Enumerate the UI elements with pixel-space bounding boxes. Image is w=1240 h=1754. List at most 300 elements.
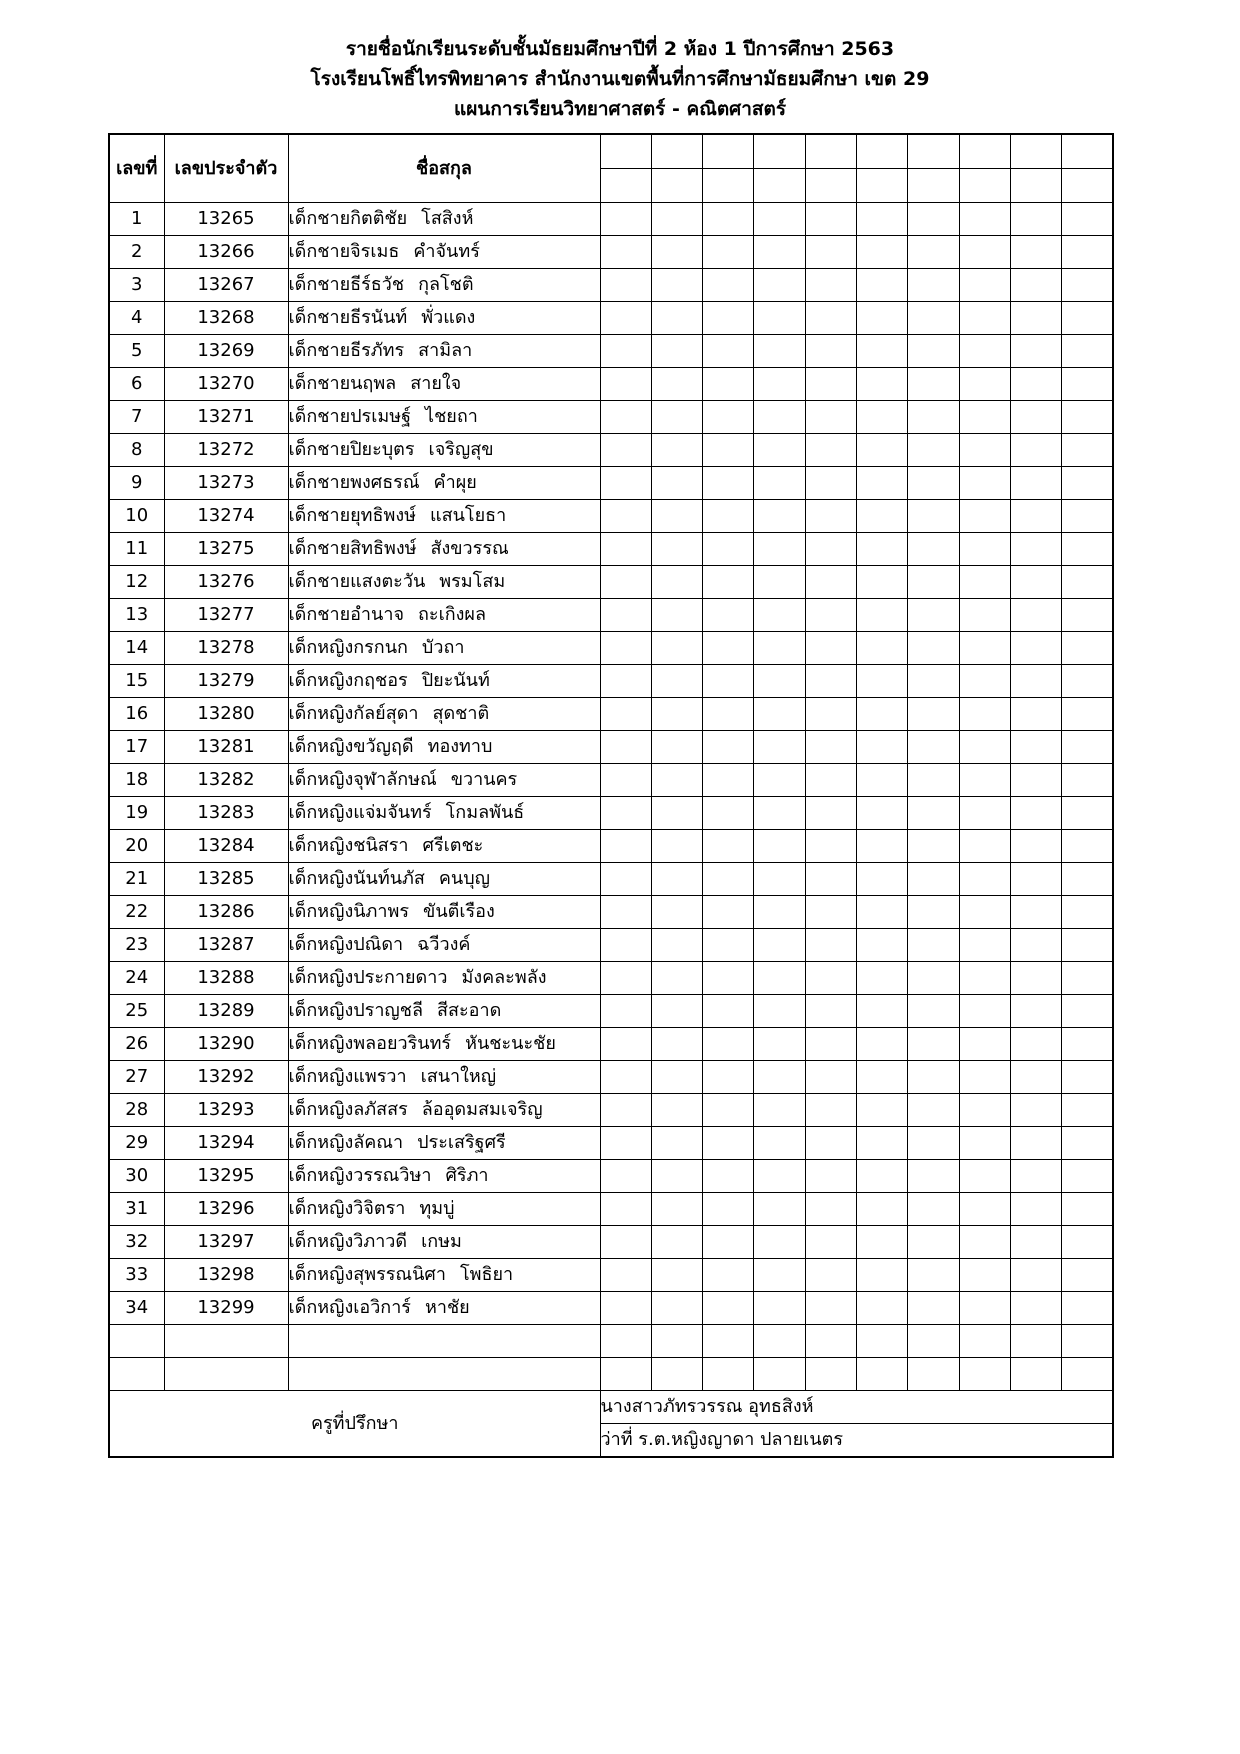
blank-mark-cell: [651, 467, 702, 500]
blank-mark-cell: [805, 1193, 856, 1226]
student-last-name: หาชัย: [424, 1297, 470, 1318]
student-id: 13288: [164, 962, 288, 995]
student-number: 2: [109, 236, 164, 269]
blank-mark-cell: [805, 764, 856, 797]
blank-mark-cell: [651, 731, 702, 764]
blank-mark-cell: [651, 236, 702, 269]
student-first-name: เด็กชายอำนาจ: [288, 604, 404, 625]
student-last-name: ถะเกิงผล: [418, 604, 486, 625]
blank-mark-cell: [1062, 698, 1113, 731]
blank-mark-cell: [703, 698, 754, 731]
student-id: 13279: [164, 665, 288, 698]
blank-header-cell: [651, 169, 702, 203]
student-name: [288, 1061, 600, 1094]
blank-mark-cell: [754, 665, 805, 698]
blank-mark-cell: [959, 434, 1010, 467]
blank-mark-cell: [754, 830, 805, 863]
blank-mark-cell: [703, 599, 754, 632]
blank-mark-cell: [908, 1226, 959, 1259]
student-number: 10: [109, 500, 164, 533]
blank-mark-cell: [856, 962, 907, 995]
blank-header-cell: [908, 134, 959, 169]
blank-mark-cell: [754, 1358, 805, 1391]
blank-mark-cell: [908, 929, 959, 962]
blank-mark-cell: [856, 1160, 907, 1193]
student-id: 13296: [164, 1193, 288, 1226]
student-first-name: เด็กหญิงขวัญฤดี: [288, 736, 414, 757]
student-name: [288, 335, 600, 368]
blank-mark-cell: [754, 1226, 805, 1259]
blank-mark-cell: [754, 236, 805, 269]
blank-mark-cell: [754, 1061, 805, 1094]
blank-mark-cell: [1062, 1094, 1113, 1127]
blank-mark-cell: [959, 335, 1010, 368]
table-row: [109, 434, 1113, 467]
blank-mark-cell: [1062, 995, 1113, 1028]
blank-header-cell: [754, 134, 805, 169]
student-id: 13287: [164, 929, 288, 962]
student-name: [288, 203, 600, 236]
blank-mark-cell: [109, 1325, 164, 1358]
blank-mark-cell: [600, 962, 651, 995]
blank-mark-cell: [754, 368, 805, 401]
student-last-name: หันชะนะชัย: [465, 1033, 556, 1054]
student-first-name: เด็กชายสิทธิพงษ์: [288, 538, 417, 559]
blank-mark-cell: [959, 1292, 1010, 1325]
blank-mark-cell: [703, 1127, 754, 1160]
student-id: 13284: [164, 830, 288, 863]
blank-mark-cell: [908, 1094, 959, 1127]
blank-mark-cell: [600, 335, 651, 368]
table-row: [109, 929, 1113, 962]
blank-mark-cell: [651, 1061, 702, 1094]
student-number: 14: [109, 632, 164, 665]
blank-mark-cell: [600, 764, 651, 797]
student-name: [288, 698, 600, 731]
student-number: 6: [109, 368, 164, 401]
student-number: 23: [109, 929, 164, 962]
blank-mark-cell: [651, 1160, 702, 1193]
student-first-name: เด็กชายปิยะบุตร: [288, 439, 415, 460]
column-header-name: ชื่อสกุล: [288, 134, 600, 203]
blank-mark-cell: [703, 1358, 754, 1391]
blank-mark-cell: [1010, 995, 1061, 1028]
blank-mark-cell: [805, 434, 856, 467]
blank-mark-cell: [703, 929, 754, 962]
blank-mark-cell: [754, 401, 805, 434]
student-name: [288, 302, 600, 335]
blank-mark-cell: [856, 434, 907, 467]
blank-header-cell: [600, 169, 651, 203]
student-id: 13289: [164, 995, 288, 1028]
blank-mark-cell: [959, 269, 1010, 302]
student-number: 21: [109, 863, 164, 896]
blank-mark-cell: [651, 698, 702, 731]
table-row: [109, 797, 1113, 830]
blank-mark-cell: [805, 1259, 856, 1292]
blank-mark-cell: [703, 1259, 754, 1292]
blank-mark-cell: [703, 764, 754, 797]
blank-mark-cell: [651, 929, 702, 962]
blank-mark-cell: [754, 566, 805, 599]
student-last-name: โสสิงห์: [421, 208, 474, 229]
student-number: 13: [109, 599, 164, 632]
student-name: [288, 434, 600, 467]
blank-mark-cell: [600, 1094, 651, 1127]
blank-mark-cell: [600, 269, 651, 302]
blank-mark-cell: [754, 764, 805, 797]
blank-mark-cell: [754, 863, 805, 896]
table-row: [109, 500, 1113, 533]
student-last-name: ขวานคร: [450, 769, 518, 790]
blank-mark-cell: [651, 632, 702, 665]
blank-mark-cell: [856, 632, 907, 665]
blank-mark-cell: [1010, 566, 1061, 599]
blank-header-cell: [805, 134, 856, 169]
student-number: 29: [109, 1127, 164, 1160]
student-last-name: โพธิยา: [459, 1264, 514, 1285]
blank-mark-cell: [703, 302, 754, 335]
student-number: 4: [109, 302, 164, 335]
student-id: 13282: [164, 764, 288, 797]
blank-mark-cell: [703, 1160, 754, 1193]
blank-mark-cell: [651, 1292, 702, 1325]
student-id: 13297: [164, 1226, 288, 1259]
blank-mark-cell: [908, 269, 959, 302]
blank-mark-cell: [651, 533, 702, 566]
blank-mark-cell: [856, 731, 907, 764]
blank-mark-cell: [754, 203, 805, 236]
blank-mark-cell: [754, 467, 805, 500]
blank-mark-cell: [1010, 863, 1061, 896]
blank-mark-cell: [754, 269, 805, 302]
student-id: 13266: [164, 236, 288, 269]
blank-mark-cell: [805, 335, 856, 368]
blank-header-cell: [856, 169, 907, 203]
student-last-name: แสนโยธา: [430, 505, 507, 526]
student-last-name: สีสะอาด: [437, 1000, 502, 1021]
blank-mark-cell: [856, 896, 907, 929]
blank-mark-cell: [856, 1127, 907, 1160]
blank-mark-cell: [856, 1061, 907, 1094]
blank-mark-cell: [600, 731, 651, 764]
student-last-name: ขันตีเรือง: [423, 901, 495, 922]
student-last-name: ประเสริฐศรี: [417, 1132, 506, 1153]
table-row: [109, 1259, 1113, 1292]
blank-mark-cell: [703, 566, 754, 599]
blank-mark-cell: [600, 1160, 651, 1193]
blank-mark-cell: [805, 1325, 856, 1358]
blank-mark-cell: [959, 1160, 1010, 1193]
student-first-name: เด็กหญิงกรกนก: [288, 637, 408, 658]
student-number: 9: [109, 467, 164, 500]
blank-mark-cell: [703, 434, 754, 467]
blank-mark-cell: [805, 632, 856, 665]
blank-mark-cell: [703, 995, 754, 1028]
student-first-name: เด็กหญิงกัลย์สุดา: [288, 703, 419, 724]
blank-mark-cell: [651, 995, 702, 1028]
student-number: 3: [109, 269, 164, 302]
student-id: 13293: [164, 1094, 288, 1127]
student-last-name: กุลโชติ: [418, 274, 474, 295]
blank-mark-cell: [908, 236, 959, 269]
student-first-name: เด็กหญิงสุพรรณนิศา: [288, 1264, 446, 1285]
student-last-name: สุดชาติ: [432, 703, 490, 724]
blank-mark-cell: [805, 599, 856, 632]
blank-mark-cell: [805, 1160, 856, 1193]
blank-mark-cell: [805, 467, 856, 500]
student-number: 7: [109, 401, 164, 434]
blank-mark-cell: [651, 830, 702, 863]
blank-mark-cell: [703, 731, 754, 764]
blank-mark-cell: [1010, 1193, 1061, 1226]
blank-mark-cell: [1062, 797, 1113, 830]
blank-mark-cell: [805, 533, 856, 566]
student-last-name: สายใจ: [410, 373, 462, 394]
advisor-name: นางสาวภัทรวรรณ อุทธสิงห์: [600, 1391, 1113, 1424]
blank-mark-cell: [908, 467, 959, 500]
student-name: [288, 1226, 600, 1259]
blank-mark-cell: [1062, 1358, 1113, 1391]
blank-mark-cell: [908, 1160, 959, 1193]
student-id: 13267: [164, 269, 288, 302]
blank-mark-cell: [805, 863, 856, 896]
blank-mark-cell: [959, 1358, 1010, 1391]
blank-mark-cell: [1062, 302, 1113, 335]
student-id: 13272: [164, 434, 288, 467]
blank-mark-cell: [1010, 632, 1061, 665]
blank-mark-cell: [651, 1226, 702, 1259]
blank-mark-cell: [856, 302, 907, 335]
blank-mark-cell: [651, 1028, 702, 1061]
blank-mark-cell: [856, 698, 907, 731]
blank-mark-cell: [754, 302, 805, 335]
student-id: 13280: [164, 698, 288, 731]
student-number: 22: [109, 896, 164, 929]
student-first-name: เด็กชายยุทธิพงษ์: [288, 505, 417, 526]
blank-mark-cell: [703, 1061, 754, 1094]
blank-mark-cell: [959, 368, 1010, 401]
blank-mark-cell: [754, 995, 805, 1028]
blank-mark-cell: [600, 500, 651, 533]
blank-mark-cell: [1010, 764, 1061, 797]
blank-mark-cell: [856, 1028, 907, 1061]
blank-mark-cell: [856, 1292, 907, 1325]
blank-mark-cell: [805, 302, 856, 335]
blank-mark-cell: [703, 335, 754, 368]
student-number: 19: [109, 797, 164, 830]
blank-mark-cell: [908, 1127, 959, 1160]
student-id: 13273: [164, 467, 288, 500]
student-last-name: ล้ออุดมสมเจริญ: [421, 1099, 543, 1120]
student-first-name: เด็กหญิงพลอยวรินทร์: [288, 1033, 452, 1054]
table-row: [109, 962, 1113, 995]
table-row: [109, 1292, 1113, 1325]
blank-mark-cell: [805, 896, 856, 929]
student-name: [288, 731, 600, 764]
student-last-name: เจริญสุข: [428, 439, 494, 460]
blank-mark-cell: [600, 797, 651, 830]
blank-mark-cell: [1062, 533, 1113, 566]
blank-mark-cell: [856, 467, 907, 500]
blank-mark-cell: [805, 698, 856, 731]
student-number: 18: [109, 764, 164, 797]
blank-mark-cell: [600, 467, 651, 500]
blank-mark-cell: [754, 962, 805, 995]
table-row: [109, 203, 1113, 236]
student-number: 5: [109, 335, 164, 368]
student-last-name: โกมลพันธ์: [445, 802, 525, 823]
blank-mark-cell: [1010, 500, 1061, 533]
blank-mark-cell: [1062, 368, 1113, 401]
advisor-name: ว่าที่ ร.ต.หญิงญาดา ปลายเนตร: [600, 1424, 1113, 1458]
blank-mark-cell: [856, 401, 907, 434]
student-number: 33: [109, 1259, 164, 1292]
blank-mark-cell: [908, 203, 959, 236]
blank-mark-cell: [703, 269, 754, 302]
blank-mark-cell: [1062, 1160, 1113, 1193]
blank-mark-cell: [754, 1028, 805, 1061]
blank-mark-cell: [600, 1292, 651, 1325]
student-id: 13285: [164, 863, 288, 896]
table-row: [109, 698, 1113, 731]
blank-mark-cell: [651, 368, 702, 401]
blank-mark-cell: [856, 1094, 907, 1127]
blank-mark-cell: [856, 797, 907, 830]
blank-mark-cell: [600, 665, 651, 698]
blank-mark-cell: [908, 1259, 959, 1292]
blank-mark-cell: [651, 1259, 702, 1292]
blank-mark-cell: [959, 500, 1010, 533]
blank-mark-cell: [805, 1226, 856, 1259]
blank-mark-cell: [651, 203, 702, 236]
advisor-row: [109, 1391, 1113, 1424]
blank-mark-cell: [754, 1325, 805, 1358]
student-last-name: เสนาใหญ่: [420, 1066, 497, 1087]
blank-mark-cell: [959, 764, 1010, 797]
blank-mark-cell: [1010, 1160, 1061, 1193]
student-id: 13290: [164, 1028, 288, 1061]
student-last-name: คำจันทร์: [413, 241, 480, 262]
blank-mark-cell: [908, 500, 959, 533]
blank-mark-cell: [1062, 962, 1113, 995]
blank-mark-cell: [703, 236, 754, 269]
document-header: [0, 34, 1240, 124]
blank-mark-cell: [908, 1061, 959, 1094]
blank-mark-cell: [908, 764, 959, 797]
table-row: [109, 566, 1113, 599]
blank-mark-cell: [908, 302, 959, 335]
blank-mark-cell: [908, 335, 959, 368]
table-row: [109, 896, 1113, 929]
blank-mark-cell: [805, 500, 856, 533]
blank-mark-cell: [908, 863, 959, 896]
blank-header-cell: [600, 134, 651, 169]
table-row: [109, 1160, 1113, 1193]
student-id: 13294: [164, 1127, 288, 1160]
blank-mark-cell: [754, 731, 805, 764]
blank-mark-cell: [959, 731, 1010, 764]
student-id: 13299: [164, 1292, 288, 1325]
student-id: 13298: [164, 1259, 288, 1292]
student-name: [288, 1259, 600, 1292]
student-first-name: เด็กชายธีร์ธวัช: [288, 274, 405, 295]
student-name: [288, 830, 600, 863]
blank-mark-cell: [805, 566, 856, 599]
student-name: [288, 1292, 600, 1325]
blank-mark-cell: [754, 632, 805, 665]
blank-mark-cell: [1062, 1292, 1113, 1325]
blank-mark-cell: [959, 467, 1010, 500]
table-row: [109, 599, 1113, 632]
blank-mark-cell: [959, 1259, 1010, 1292]
student-first-name: เด็กชายกิตติชัย: [288, 208, 408, 229]
blank-mark-cell: [1010, 368, 1061, 401]
student-id: 13271: [164, 401, 288, 434]
blank-mark-cell: [703, 203, 754, 236]
blank-mark-cell: [651, 1193, 702, 1226]
blank-mark-cell: [703, 1028, 754, 1061]
blank-mark-cell: [959, 1094, 1010, 1127]
blank-mark-cell: [1010, 1028, 1061, 1061]
blank-mark-cell: [1010, 1259, 1061, 1292]
blank-mark-cell: [856, 1226, 907, 1259]
student-last-name: สังขวรรณ: [430, 538, 509, 559]
column-header-student-id: เลขประจำตัว: [164, 134, 288, 203]
blank-mark-cell: [703, 632, 754, 665]
blank-mark-cell: [805, 368, 856, 401]
blank-mark-cell: [600, 203, 651, 236]
student-first-name: เด็กหญิงลัคณา: [288, 1132, 404, 1153]
blank-mark-cell: [908, 632, 959, 665]
blank-mark-cell: [600, 995, 651, 1028]
student-name: [288, 1028, 600, 1061]
blank-mark-cell: [805, 401, 856, 434]
table-row: [109, 368, 1113, 401]
blank-mark-cell: [703, 1226, 754, 1259]
student-first-name: เด็กหญิงวรรณวิษา: [288, 1165, 432, 1186]
blank-mark-cell: [1062, 335, 1113, 368]
student-name: [288, 632, 600, 665]
blank-mark-cell: [959, 962, 1010, 995]
blank-mark-cell: [1062, 434, 1113, 467]
blank-mark-cell: [600, 236, 651, 269]
blank-mark-cell: [805, 995, 856, 1028]
blank-mark-cell: [600, 1259, 651, 1292]
blank-mark-cell: [703, 797, 754, 830]
blank-mark-cell: [1010, 1292, 1061, 1325]
student-name: [288, 566, 600, 599]
blank-mark-cell: [600, 533, 651, 566]
blank-mark-cell: [1010, 1127, 1061, 1160]
student-last-name: บัวถา: [421, 637, 465, 658]
blank-mark-cell: [1062, 1061, 1113, 1094]
blank-mark-cell: [856, 500, 907, 533]
blank-mark-cell: [959, 698, 1010, 731]
student-name: [288, 533, 600, 566]
header-row: [109, 134, 1113, 169]
blank-mark-cell: [651, 962, 702, 995]
student-last-name: ทองทาบ: [427, 736, 493, 757]
blank-mark-cell: [1010, 1226, 1061, 1259]
blank-mark-cell: [959, 1028, 1010, 1061]
table-row: [109, 830, 1113, 863]
blank-mark-cell: [600, 1325, 651, 1358]
table-row: [109, 1061, 1113, 1094]
blank-mark-cell: [805, 1028, 856, 1061]
blank-mark-cell: [805, 797, 856, 830]
student-number: 30: [109, 1160, 164, 1193]
